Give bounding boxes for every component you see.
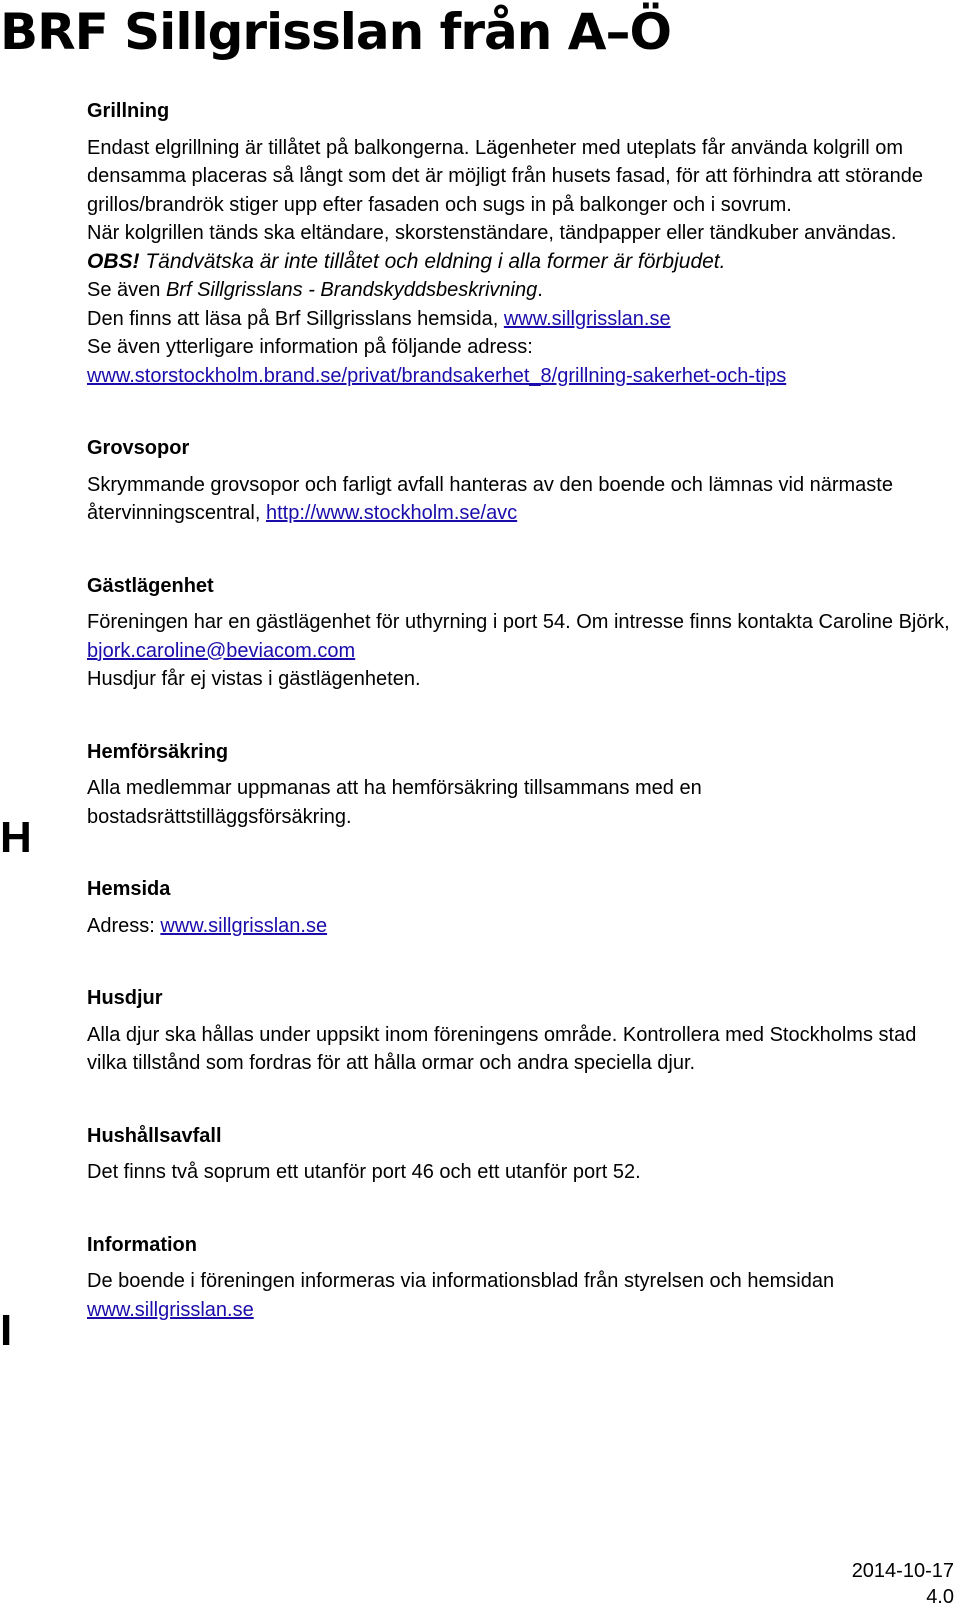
obs-text: Tändvätska är inte tillåtet och eldning i alla former är förbjudet. <box>139 249 726 273</box>
website-link[interactable]: www.sillgrisslan.se <box>87 1298 254 1321</box>
section-heading: Gästlägenhet <box>87 574 214 597</box>
brand-info-link[interactable]: www.storstockholm.brand.se/privat/brandsakerhet_8/grillning-sakerhet-och-tips <box>87 364 787 387</box>
section-husdjur <box>87 984 957 1078</box>
website-link[interactable]: www.sillgrisslan.se <box>503 307 671 330</box>
section-heading: Grillning <box>87 100 170 122</box>
recycling-link[interactable]: http://www.stockholm.se/avc <box>265 502 518 524</box>
letter-marker-h: H <box>0 813 32 862</box>
paragraph-text: De boende i föreningen informeras via informationsblad från styrelsen och hemsidan <box>87 1270 835 1292</box>
section-heading: Hushållsavfall <box>87 1124 222 1147</box>
section-gastlagenhet <box>87 572 957 694</box>
section-hemsida <box>87 875 957 940</box>
paragraph-text: Föreningen har en gästlägenhet för uthyrning i port 54. Om intresse finns kontakta Caroline Björk, <box>87 611 950 633</box>
section-hemforsakring <box>87 738 957 832</box>
see-also-suffix: . <box>537 279 543 301</box>
section-heading: Hemförsäkring <box>87 740 229 763</box>
see-also-document: Brf Sillgrisslans - Brandskyddsbeskrivning <box>165 279 538 301</box>
section-grovsopor <box>87 434 957 528</box>
section-information <box>87 1231 957 1325</box>
section-heading: Hemsida <box>87 878 171 900</box>
paragraph <box>87 471 957 528</box>
footer-version: 4.0 <box>926 1586 954 1608</box>
address-prefix: Adress: <box>87 914 161 937</box>
letter-marker-i: I <box>0 1306 13 1355</box>
paragraph-text: Skrymmande grovsopor och farligt avfall hanteras av den boende och lämnas vid närmaste återvinningscentral, <box>87 473 893 524</box>
more-info: Se även ytterligare information på följande adress: <box>87 336 533 358</box>
section-heading: Grovsopor <box>87 437 190 459</box>
paragraph: Endast elgrillning är tillåtet på balkongerna. Lägenheter med uteplats får använda kolgrill om densamma placeras så långt som det är möjligt från husets fasad, för att förhindra att störande grillos/brandrök stiger upp efter fasaden och sugs in på balkonger och i sovrum. <box>87 136 923 216</box>
section-heading: Information <box>87 1233 197 1256</box>
obs-note <box>87 248 957 277</box>
paragraph: När kolgrillen tänds ska eltändare, skorstenständare, tändpapper eller tändkuber användas. <box>87 222 897 244</box>
footer <box>852 1558 954 1610</box>
content <box>87 97 957 1368</box>
email-link[interactable]: bjork.caroline@beviacom.com <box>87 639 356 662</box>
see-also <box>87 276 957 305</box>
paragraph <box>87 608 957 665</box>
see-also-prefix: Se även <box>87 279 166 301</box>
read-on-website <box>87 305 957 334</box>
paragraph: Det finns två soprum ett utanför port 46 och ett utanför port 52. <box>87 1161 641 1183</box>
more-info-link-line <box>87 362 957 391</box>
section-grillning <box>87 97 957 390</box>
paragraph: Husdjur får ej vistas i gästlägenheten. <box>87 668 421 690</box>
paragraph <box>87 1267 957 1324</box>
read-prefix: Den finns att läsa på Brf Sillgrisslans hemsida, <box>87 307 504 330</box>
paragraph: Alla djur ska hållas under uppsikt inom föreningens område. Kontrollera med Stockholms stad vilka tillstånd som fordras för att hålla ormar och andra speciella djur. <box>87 1023 917 1074</box>
paragraph: Alla medlemmar uppmanas att ha hemförsäkring tillsammans med en bostadsrättstilläggsförsäkring. <box>87 777 702 828</box>
footer-date: 2014-10-17 <box>851 1560 954 1582</box>
section-hushallsavfall <box>87 1122 957 1187</box>
section-heading: Husdjur <box>87 987 163 1009</box>
page-title: BRF Sillgrisslan från A–Ö <box>0 3 671 61</box>
website-link[interactable]: www.sillgrisslan.se <box>160 914 328 937</box>
paragraph <box>87 912 957 941</box>
obs-label: OBS! <box>87 249 140 273</box>
